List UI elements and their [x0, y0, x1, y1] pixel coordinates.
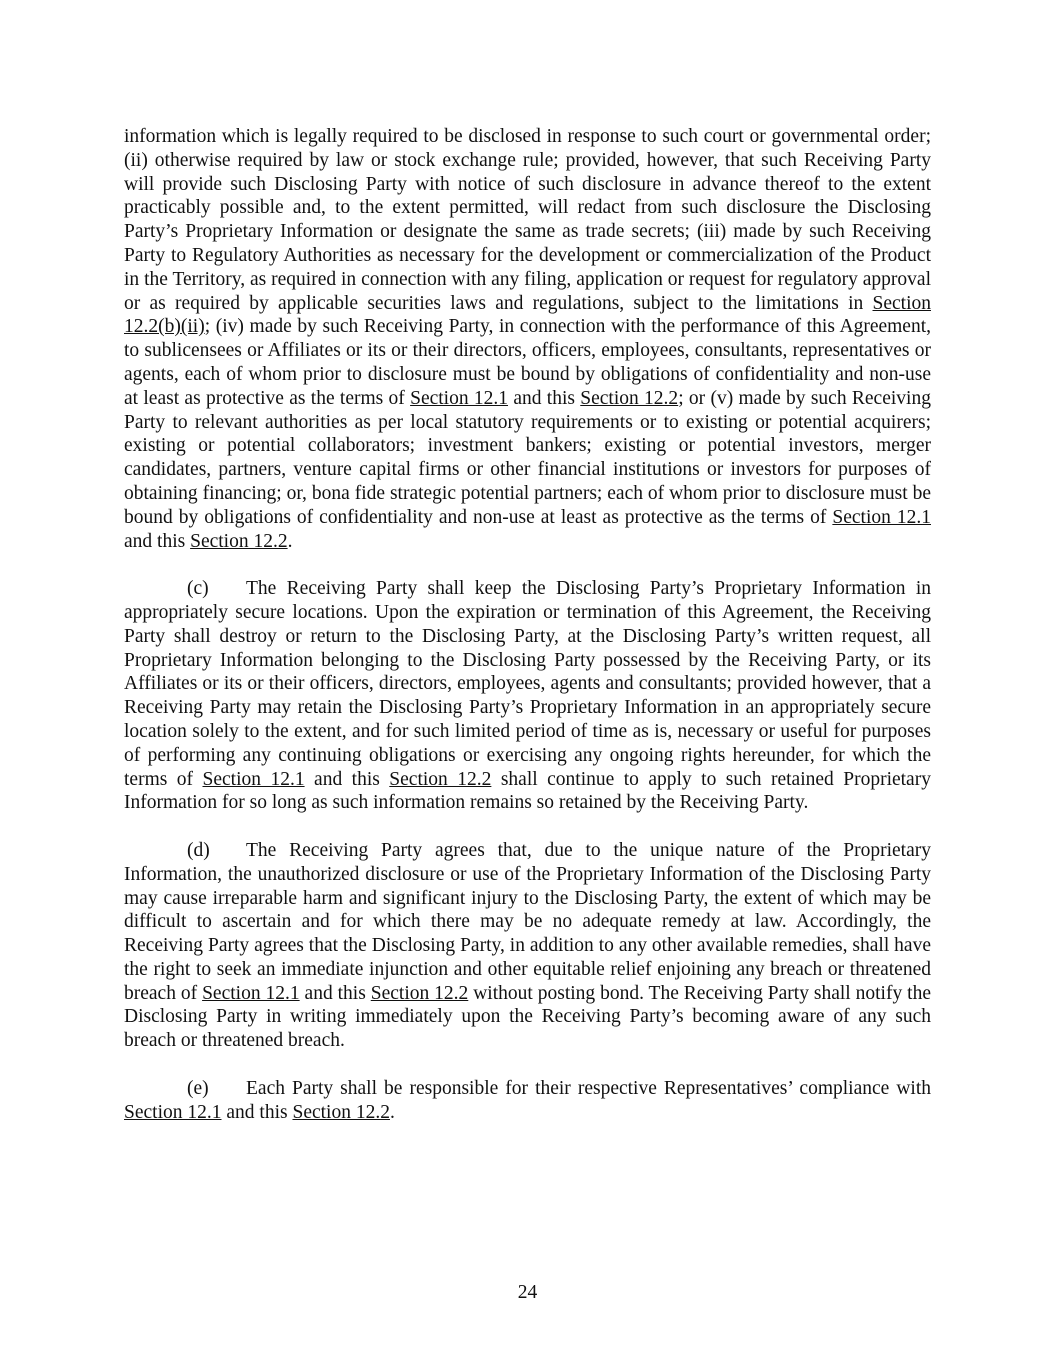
paragraph-label: (e) [187, 1077, 209, 1099]
section-reference: Section 12.1 [832, 506, 931, 528]
paragraph-text: The Receiving Party shall keep the Disclosing Party’s Proprietary Information in appropriately secure locations. Upon the expiration or termination of this Agreement, the Receiving Party shall destroy or return to the Disclosing Party, at the Disclosing Party’s written request, all Proprietary Information belonging to the Disclosing Party possessed by the Receiving Party, or its Affiliates or its or their officers, directors, employees, agents and consultants; provided however, that a Receiving Party may retain the Disclosing Party’s Proprietary Information in an appropriately secure location solely to the extent, and for such limited period of time as is, necessary or useful for purposes of performing any continuing obligations or exercising any ongoing rights hereunder, for which the terms of [124, 578, 931, 790]
section-reference: Section 12.2 [370, 982, 469, 1004]
page-number: 24 [517, 1282, 538, 1303]
paragraph-text: Each Party shall be responsible for their respective Representatives’ compliance with [246, 1077, 931, 1099]
section-reference: Section 12.1 [202, 768, 305, 790]
paragraph-label: (d) [187, 839, 210, 861]
paragraph-text: The Receiving Party agrees that, due to the unique nature of the Proprietary Information, the unauthorized disclosure or use of the Proprietary Information of the Disclosing Party may cause irreparable harm and significant injury to the Disclosing Party, the extent of which may be difficult to ascertain and for which there may be no adequate remedy at law. Accordingly, the Receiving Party agrees that the Disclosing Party, in addition to any other available remedies, shall have the right to seek an immediate injunction and other equitable relief enjoining any breach or threatened breach of [124, 839, 931, 1004]
paragraph-text: ; (iv) made by such Receiving Party, in connection with the performance of this Agreement, to sublicensees or Affiliates or its or their directors, officers, employees, consultants, representatives or agents, each of whom prior to disclosure must be bound by obligations of confidentiality and non-use at least as protective as the terms of [124, 316, 931, 409]
section-reference: Section 12.2 [580, 387, 679, 409]
section-reference: Section 12.2(b)(ii) [124, 292, 931, 338]
paragraph-text: . [287, 530, 293, 552]
paragraph [124, 125, 931, 553]
paragraph-text: ; or (v) made by such Receiving Party to relevant authorities as per local statutory requirements or to existing or potential acquirers; existing or potential collaborators; investment bankers; existing or potential investors, merger candidates, partners, venture capital firms or other financial institutions or investors for purposes of obtaining financing; or, bona fide strategic potential partners; each of whom prior to disclosure must be bound by obligations of confidentiality and non-use at least as protective as the terms of [124, 387, 931, 528]
paragraph-text: . [389, 1101, 395, 1123]
paragraph [124, 577, 931, 815]
paragraph-text: and this [221, 1101, 293, 1123]
section-reference: Section 12.1 [124, 1101, 222, 1123]
paragraph [124, 1077, 931, 1125]
paragraph-text: shall continue to apply to such retained Proprietary Information for so long as such information remains so retained by the Receiving Party. [124, 768, 931, 814]
section-reference: Section 12.1 [202, 982, 300, 1004]
section-reference: Section 12.1 [410, 387, 509, 409]
paragraph-text: and this [299, 982, 371, 1004]
paragraph-text: without posting bond. The Receiving Party shall notify the Disclosing Party in writing immediately upon the Receiving Party’s becoming aware of any such breach or threatened breach. [124, 982, 931, 1052]
paragraph-text: and this [124, 530, 191, 552]
section-reference: Section 12.2 [190, 530, 288, 552]
paragraph [124, 839, 931, 1053]
paragraph-text: information which is legally required to be disclosed in response to such court or governmental order; (ii) otherwise required by law or stock exchange rule; provided, however, that such Receiving Party will provide such Disclosing Party with notice of such disclosure in advance thereof to the extent practicably possible and, to the extent permitted, will redact from such disclosure the Disclosing Party’s Proprietary Information or designate the same as trade secrets; (iii) made by such Receiving Party to Regulatory Authorities as necessary for the development or commercialization of the Product in the Territory, as required in connection with any filing, application or request for regulatory approval or as required by applicable securities laws and regulations, subject to the limitations in [124, 126, 931, 314]
paragraph-text: and this [304, 768, 390, 790]
body-text [124, 125, 931, 1148]
paragraph-text: and this [508, 387, 581, 409]
paragraph-label: (c) [187, 578, 209, 600]
section-reference: Section 12.2 [389, 768, 492, 790]
section-reference: Section 12.2 [292, 1101, 390, 1123]
